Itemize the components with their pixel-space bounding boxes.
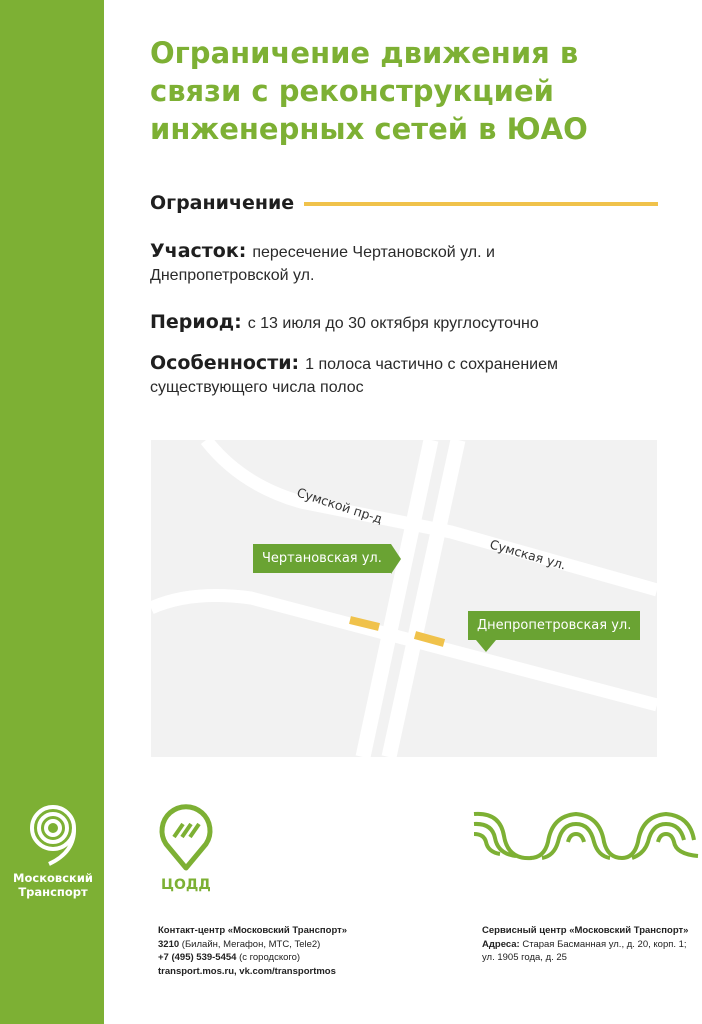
transport-nine-icon	[23, 804, 83, 866]
map-drawing	[151, 440, 657, 757]
page-title: Ограничение движения в связи с реконструкцией инженерных сетей в ЮАО	[150, 36, 588, 146]
callout-chertanovskaya: Чертановская ул.	[253, 544, 391, 573]
section-heading: Ограничение	[150, 192, 295, 214]
moscow-transport-name-2: Транспорт	[18, 885, 88, 899]
codd-pin-icon	[156, 804, 216, 874]
period-value: с 13 июля до 30 октября круглосуточно	[247, 315, 539, 332]
features-value: 1 полоса частично с сохранением существующего числа полос	[150, 356, 558, 396]
period-field	[150, 311, 620, 335]
section-divider	[304, 202, 658, 206]
district-logo	[472, 804, 702, 873]
district-wave-icon	[472, 804, 702, 868]
service-address-2: ул. 1905 года, д. 25	[482, 952, 567, 963]
moscow-transport-logo	[10, 804, 96, 899]
features-label: Особенности:	[150, 352, 300, 374]
service-center-block	[482, 924, 702, 965]
features-field	[150, 352, 620, 399]
area-field	[150, 240, 620, 287]
area-value: пересечение Чертановской ул. и Днепропетровской ул.	[150, 244, 495, 284]
codd-logo	[156, 804, 226, 893]
street-label-sumskoy: Сумской пр-д	[295, 484, 385, 527]
period-label: Период:	[150, 311, 242, 333]
contact-links[interactable]: transport.mos.ru, vk.com/transportmos	[158, 965, 336, 977]
contact-center-block	[158, 924, 347, 978]
contact-phone[interactable]: +7 (495) 539-5454	[158, 952, 237, 963]
callout-pointer-dnepropetrovskaya	[476, 640, 496, 652]
contact-short-note: (Билайн, Мегафон, МТС, Tele2)	[181, 938, 321, 950]
contact-phone-note: (с городского)	[239, 952, 301, 963]
service-address-label: Адреса:	[482, 938, 520, 950]
codd-name: ЦОДД	[161, 877, 211, 893]
callout-dnepropetrovskaya: Днепропетровская ул.	[468, 611, 640, 640]
service-title: Сервисный центр «Московский Транспорт»	[482, 925, 689, 936]
service-address-1: Старая Басманная ул., д. 20, корп. 1;	[522, 938, 687, 950]
contact-short-number: 3210	[158, 938, 180, 950]
contact-title: Контакт-центр «Московский Транспорт»	[158, 925, 348, 936]
street-label-sumskaya: Сумская ул.	[488, 536, 568, 573]
moscow-transport-name-1: Московский	[13, 871, 93, 885]
intersection-map	[151, 440, 657, 757]
area-label: Участок:	[150, 240, 247, 262]
